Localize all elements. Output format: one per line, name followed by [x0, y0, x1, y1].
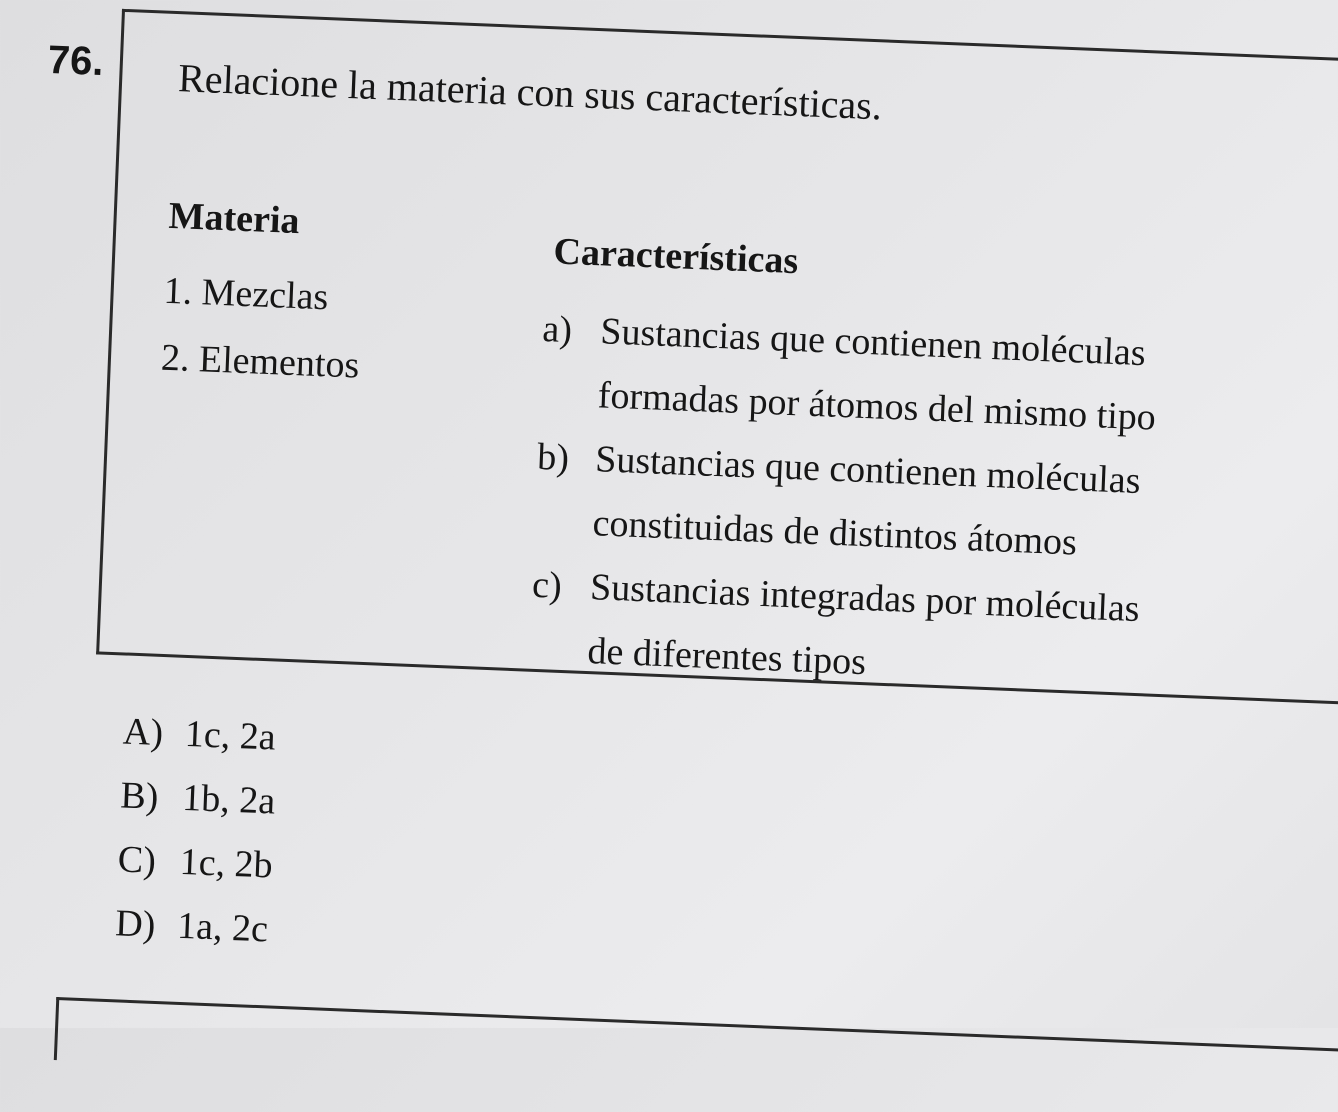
caracteristica-item-c	[528, 553, 1140, 705]
option-text: 1a, 2c	[176, 904, 269, 951]
option-d[interactable]	[114, 891, 271, 961]
materia-item-number: 2.	[160, 336, 191, 380]
materia-item-number: 1.	[162, 269, 194, 313]
caracteristicas-heading: Características	[552, 230, 800, 283]
materia-item-label: Mezclas	[200, 271, 330, 319]
caracteristica-letter: a)	[541, 307, 573, 352]
option-text: 1c, 2a	[184, 712, 277, 759]
option-text: 1b, 2a	[181, 776, 277, 823]
question-number: 76.	[47, 37, 105, 85]
caracteristica-line-2: constituidas de distintos átomos	[591, 502, 1078, 564]
materia-item-2	[160, 336, 360, 388]
option-letter: C)	[117, 838, 157, 882]
caracteristica-line-1: Sustancias que contienen moléculas	[599, 310, 1147, 375]
answer-options	[114, 699, 279, 961]
materia-heading: Materia	[167, 194, 301, 243]
caracteristica-line-2: formadas por átomos del mismo tipo	[597, 374, 1157, 439]
option-a[interactable]	[122, 699, 279, 769]
caracteristica-line-2: de diferentes tipos	[586, 630, 867, 684]
question-box	[96, 9, 1338, 705]
next-question-box	[54, 997, 1338, 1112]
option-c[interactable]	[117, 827, 274, 897]
materia-item-label: Elementos	[198, 338, 361, 387]
option-text: 1c, 2b	[179, 840, 274, 887]
materia-item-1	[163, 269, 329, 320]
caracteristica-letter: b)	[536, 435, 570, 480]
caracteristica-line-1: Sustancias que contienen moléculas	[594, 438, 1142, 503]
caracteristica-item-b	[534, 425, 1142, 577]
caracteristica-item-a	[539, 297, 1160, 450]
option-letter: B)	[119, 774, 160, 818]
caracteristica-letter: c)	[531, 563, 563, 607]
option-letter: A)	[122, 710, 164, 755]
option-letter: D)	[114, 902, 157, 946]
caracteristica-line-1: Sustancias integradas por moléculas	[589, 566, 1141, 631]
question-stem: Relacione la materia con sus características.	[177, 55, 883, 129]
option-b[interactable]	[119, 763, 276, 833]
